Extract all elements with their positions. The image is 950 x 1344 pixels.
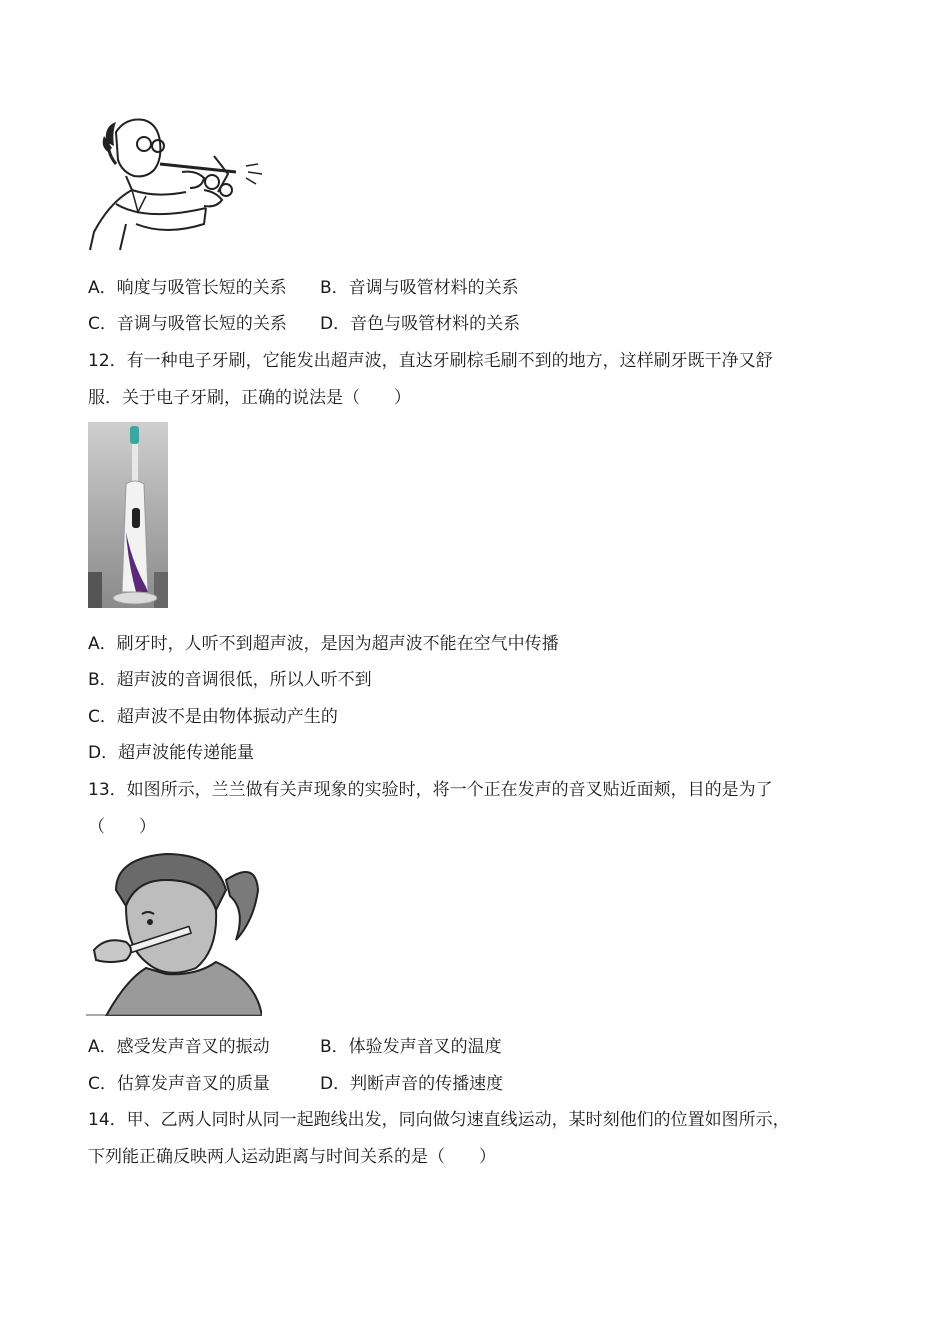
q11-option-a: A．响度与吸管长短的关系 [88, 278, 287, 298]
q12-option-a: A．刷牙时，人听不到超声波，是因为超声波不能在空气中传播 [88, 634, 559, 654]
q12-option-d: D．超声波能传递能量 [88, 743, 255, 763]
q13-option-row-2 [88, 1072, 504, 1096]
q11-option-c: C．音调与吸管长短的关系 [88, 314, 287, 334]
q12-stem-line-1: 12．有一种电子牙刷，它能发出超声波，直达牙刷棕毛刷不到的地方，这样刷牙既干净又舒 [88, 351, 773, 371]
q11-option-row-1 [88, 276, 519, 300]
q11-option-d: D．音色与吸管材料的关系 [320, 314, 521, 334]
q11-option-b: B．音调与吸管材料的关系 [320, 278, 519, 298]
q12-option-b: B．超声波的音调很低，所以人听不到 [88, 670, 372, 690]
q12-stem-line-2: 服．关于电子牙刷，正确的说法是（ ） [88, 388, 411, 408]
q13-option-b: B．体验发声音叉的温度 [320, 1037, 502, 1057]
q13-option-a: A．感受发声音叉的振动 [88, 1037, 270, 1057]
q13-stem-line-1: 13．如图所示，兰兰做有关声现象的实验时，将一个正在发声的音叉贴近面颊，目的是为了 [88, 780, 773, 800]
tuning-fork-girl-figure [86, 850, 262, 1016]
straw-cutting-figure [86, 112, 268, 254]
q13-stem-line-2: （ ） [88, 817, 156, 837]
q14-stem-line-2: 下列能正确反映两人运动距离与时间关系的是（ ） [88, 1147, 496, 1167]
q12-option-c: C．超声波不是由物体振动产生的 [88, 707, 338, 727]
q13-option-d: D．判断声音的传播速度 [320, 1074, 504, 1094]
q13-option-row-1 [88, 1035, 502, 1059]
q14-stem-line-1: 14．甲、乙两人同时从同一起跑线出发，同向做匀速直线运动，某时刻他们的位置如图所示， [88, 1110, 790, 1130]
electric-toothbrush-photo [88, 422, 168, 608]
q11-option-row-2 [88, 312, 521, 336]
q13-option-c: C．估算发声音叉的质量 [88, 1074, 270, 1094]
